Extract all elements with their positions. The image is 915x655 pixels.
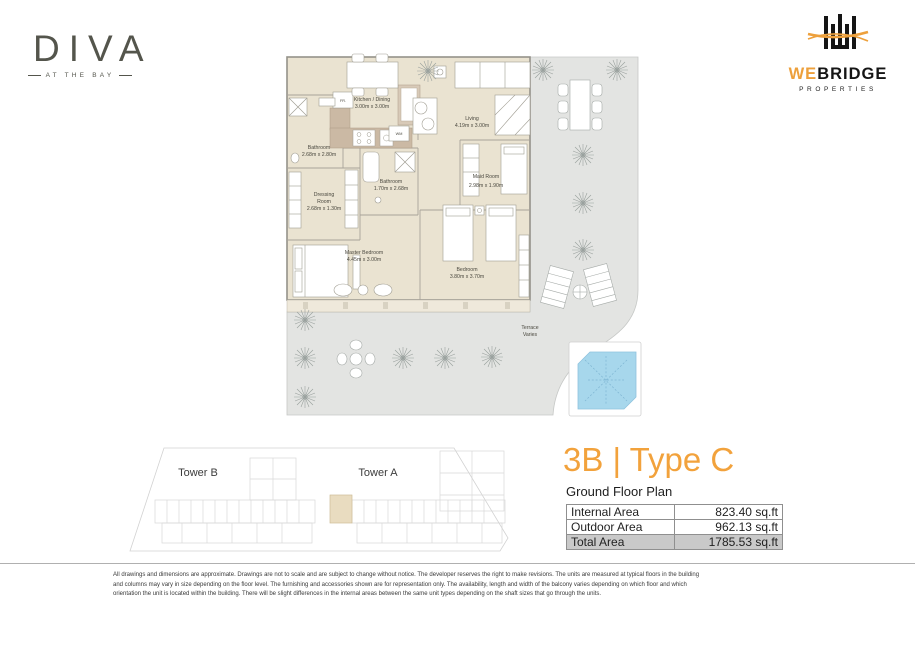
- room-label-bathroom-2: Bathroom: [379, 179, 403, 185]
- fridge-label: FR.: [339, 99, 347, 103]
- room-dims-dressing: 2.68m x 1.30m: [306, 206, 342, 212]
- floor-plan-drawing: [283, 40, 658, 418]
- diva-logo-subtitle: [28, 72, 132, 79]
- area-label: Total Area: [567, 535, 675, 550]
- room-label-dressing-1: Dressing: [313, 192, 335, 198]
- area-label: Outdoor Area: [567, 520, 675, 535]
- disclaimer-line-1: All drawings and dimensions are approximate. Drawings are not to scale and are subject to change without notice. The developer reserves the right to make revisions. The units are measured at typical floors in the building: [113, 572, 700, 578]
- footer-divider-line: [0, 563, 915, 564]
- webridge-bridge-text: BRIDGE: [817, 65, 888, 83]
- area-value: 823.40 sq.ft: [675, 505, 783, 520]
- key-plan-outline: [130, 448, 508, 551]
- room-dims-master-bedroom: 4.45m x 3.00m: [346, 257, 382, 263]
- room-dims-bathroom-2: 1.70m x 2.68m: [373, 186, 409, 192]
- terrace-label: Terrace: [521, 325, 539, 331]
- floor-level-label: Ground Floor Plan: [566, 484, 673, 499]
- diva-subtitle-text: AT THE BAY: [45, 72, 115, 79]
- room-dims-kitchen-dining: 3.00m x 3.00m: [354, 104, 390, 110]
- room-label-bedroom: Bedroom: [456, 267, 478, 273]
- table-row-total-area: [567, 535, 783, 550]
- terrace-varies-label: Varies: [522, 332, 538, 338]
- key-plan: [122, 443, 514, 558]
- subtitle-line-left: [28, 75, 41, 76]
- unit-type-title: 3B | Type C: [563, 441, 735, 478]
- area-value: 1785.53 sq.ft: [675, 535, 783, 550]
- room-label-master-bedroom: Master Bedroom: [344, 250, 384, 256]
- room-label-living: Living: [465, 116, 479, 122]
- webridge-properties-text: PROPERTIES: [799, 85, 877, 93]
- area-label: Internal Area: [567, 505, 675, 520]
- room-label-dressing-2: Room: [317, 199, 331, 205]
- disclaimer-text: [113, 571, 699, 600]
- webridge-wordmark: [778, 66, 898, 83]
- area-table: [566, 504, 783, 550]
- room-dims-maid-room: 2.98m x 1.90m: [468, 183, 504, 189]
- disclaimer-line-2: and columns may vary in size depending on the floor level. The furnishing and accessories shown are for representation only. The availability, length and width of the balcony varies depending on which floor and which: [113, 581, 687, 588]
- room-label-bathroom-1: Bathroom: [307, 145, 331, 151]
- washing-machine-label: WM: [395, 132, 403, 136]
- webridge-logo: [778, 12, 898, 93]
- stove: [353, 130, 375, 146]
- area-value: 962.13 sq.ft: [675, 520, 783, 535]
- room-label-kitchen-dining: Kitchen / Dining: [353, 97, 391, 103]
- swimming-pool: [569, 342, 641, 416]
- key-plan-unit-highlight: [330, 495, 352, 523]
- tower-a-label: Tower A: [358, 467, 398, 479]
- room-label-maid-room: Maid Room: [472, 174, 500, 180]
- webridge-buildings-bridge-icon: [807, 12, 869, 60]
- diva-logo-title: DIVA: [33, 28, 153, 69]
- room-dims-bathroom-1: 2.68m x 2.80m: [301, 152, 337, 158]
- tower-b-label: Tower B: [178, 467, 218, 479]
- diva-logo: [28, 28, 153, 79]
- disclaimer-line-3: orientation the unit is located within the building. There will be slight differences in the internal areas between the same unit types depending on the shaft sizes that go through the units.: [113, 591, 602, 598]
- table-row-outdoor-area: [567, 520, 783, 535]
- webridge-we-text: WE: [788, 65, 818, 83]
- room-dims-living: 4.19m x 3.00m: [454, 123, 490, 129]
- room-dims-bedroom: 3.80m x 3.70m: [449, 274, 485, 280]
- subtitle-line-right: [119, 75, 132, 76]
- balcony-strip: [287, 300, 530, 312]
- table-row-internal-area: [567, 505, 783, 520]
